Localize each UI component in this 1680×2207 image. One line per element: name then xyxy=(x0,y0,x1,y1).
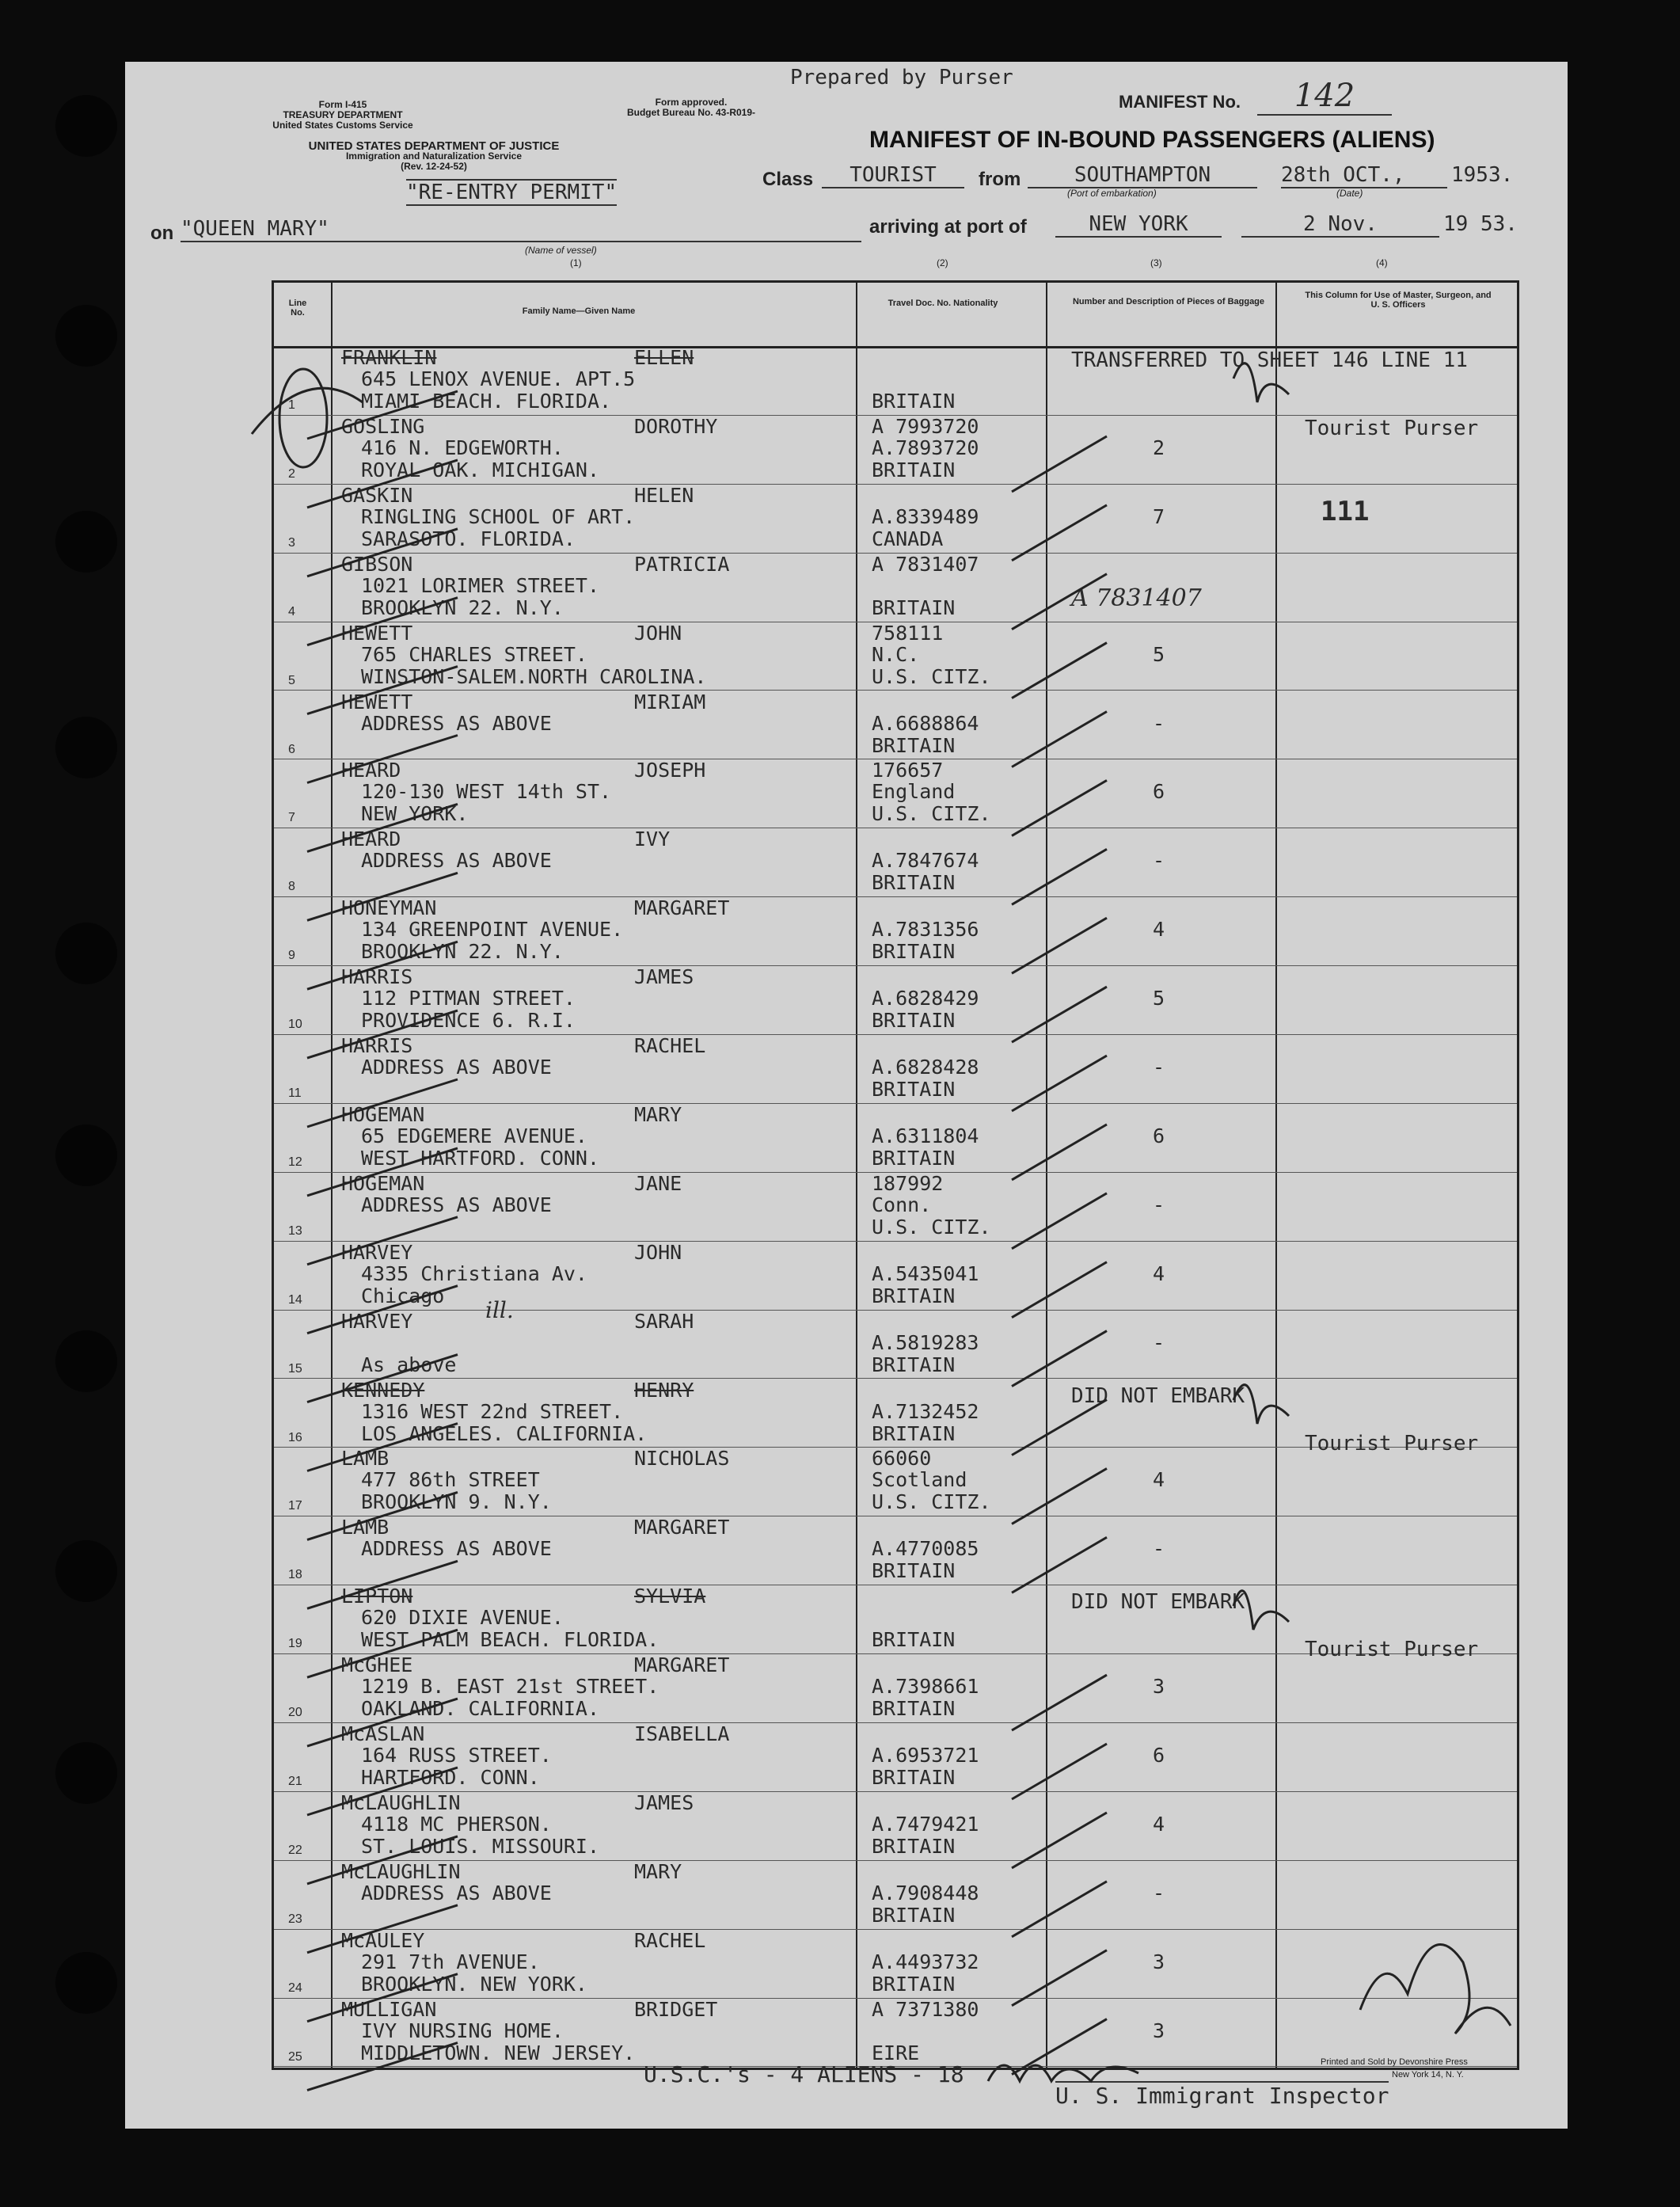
doc-line-3: BRITAIN xyxy=(872,871,956,895)
address-line-2: As above xyxy=(361,1353,457,1376)
line-number: 1 xyxy=(288,398,295,412)
family-name: HEWETT xyxy=(341,621,413,645)
line-number: 17 xyxy=(288,1499,302,1513)
doc-line-2: A.7132452 xyxy=(872,1399,979,1423)
given-name: MARY xyxy=(634,1859,682,1883)
header-row xyxy=(274,283,1517,348)
address-line-1: 1219 B. EAST 21st STREET. xyxy=(361,1675,659,1699)
address-line-2: LOS ANGELES. CALIFORNIA. xyxy=(361,1421,648,1445)
line-number: 2 xyxy=(288,466,295,481)
table-row xyxy=(274,828,1517,897)
note-tourist-purser-2: Tourist Purser xyxy=(1305,1432,1479,1455)
baggage-count: 6 xyxy=(1153,1124,1165,1147)
binder-hole xyxy=(55,1540,117,1602)
line-number: 9 xyxy=(288,949,295,963)
table-row xyxy=(274,1929,1517,1999)
family-name: GASKIN xyxy=(341,483,413,507)
family-name: HARVEY xyxy=(341,1309,413,1333)
line-number: 7 xyxy=(288,811,295,825)
address-line-1: ADDRESS AS ABOVE xyxy=(361,1537,552,1561)
given-name: ISABELLA xyxy=(634,1722,730,1745)
family-name: MULLIGAN xyxy=(341,1997,437,2021)
doc-line-1: A 7371380 xyxy=(872,1997,979,2021)
doc-line-3: BRITAIN xyxy=(872,390,956,413)
given-name: MARGARET xyxy=(634,1653,730,1677)
doc-line-3: BRITAIN xyxy=(872,1766,956,1789)
address-line-1: IVY NURSING HOME. xyxy=(361,2019,564,2042)
address-line-1: 134 GREENPOINT AVENUE. xyxy=(361,918,624,942)
table-row xyxy=(274,1447,1517,1516)
vessel-name: "QUEEN MARY" xyxy=(181,217,861,242)
address-line-2: BROOKLYN 22. N.Y. xyxy=(361,940,564,964)
prepared-by: Prepared by Purser xyxy=(790,66,1013,89)
doc-line-2: A.7908448 xyxy=(872,1881,979,1904)
doc-line-1: A 7831407 xyxy=(872,552,979,576)
family-name: HOGEMAN xyxy=(341,1171,425,1195)
family-name: McASLAN xyxy=(341,1722,425,1745)
table-row xyxy=(274,1241,1517,1311)
doc-line-3: U.S. CITZ. xyxy=(872,1490,991,1514)
address-line-1: 1316 WEST 22nd STREET. xyxy=(361,1399,624,1423)
line-number: 6 xyxy=(288,742,295,756)
baggage-count: 3 xyxy=(1153,1950,1165,1973)
address-line-1: 416 N. EDGEWORTH. xyxy=(361,436,564,459)
doj-name: UNITED STATES DEPARTMENT OF JUSTICE xyxy=(308,139,560,153)
inspector-label: U. S. Immigrant Inspector xyxy=(1055,2083,1389,2109)
line-number: 19 xyxy=(288,1637,302,1651)
from-label: from xyxy=(979,169,1021,190)
given-name: RACHEL xyxy=(634,1928,706,1952)
table-row xyxy=(274,622,1517,691)
given-name: SARAH xyxy=(634,1309,694,1333)
address-line-1: ADDRESS AS ABOVE xyxy=(361,711,552,735)
note-tourist-purser-1: Tourist Purser xyxy=(1305,417,1479,440)
doc-line-3: BRITAIN xyxy=(872,1353,956,1376)
given-name: JANE xyxy=(634,1171,682,1195)
baggage-count: 6 xyxy=(1153,780,1165,804)
address-line-2: SARASOTO. FLORIDA. xyxy=(361,527,576,550)
class-label: Class xyxy=(762,169,814,190)
col-num-4: (4) xyxy=(1376,257,1388,268)
address-line-1: ADDRESS AS ABOVE xyxy=(361,849,552,873)
family-name: HEARD xyxy=(341,828,401,851)
baggage-count: - xyxy=(1153,711,1165,735)
address-line-1: 112 PITMAN STREET. xyxy=(361,987,576,1010)
binder-hole xyxy=(55,1952,117,2014)
binder-hole xyxy=(55,1124,117,1186)
given-name: SYLVIA xyxy=(634,1585,706,1608)
given-name: JOSEPH xyxy=(634,759,706,782)
line-number: 25 xyxy=(288,2049,302,2064)
address-line-2: WINSTON-SALEM.NORTH CAROLINA. xyxy=(361,664,707,688)
address-line-2: WEST PALM BEACH. FLORIDA. xyxy=(361,1628,659,1652)
doc-line-2: A.5435041 xyxy=(872,1261,979,1285)
family-name: LAMB xyxy=(341,1447,390,1471)
line-number: 22 xyxy=(288,1843,302,1857)
doc-line-3: BRITAIN xyxy=(872,1421,956,1445)
given-name: MARY xyxy=(634,1102,682,1126)
binder-hole xyxy=(55,1742,117,1804)
address-line-1: 65 EDGEMERE AVENUE. xyxy=(361,1124,587,1147)
doc-line-2: A.7398661 xyxy=(872,1675,979,1699)
line-number: 16 xyxy=(288,1430,302,1444)
doc-line-2: A.6828428 xyxy=(872,1056,979,1079)
address-line-1: 164 RUSS STREET. xyxy=(361,1744,552,1767)
line-number: 21 xyxy=(288,1775,302,1788)
binder-hole xyxy=(55,923,117,984)
approval-block xyxy=(596,97,786,118)
doc-line-1: 187992 xyxy=(872,1171,944,1195)
binder-hole xyxy=(55,305,117,367)
col-num-1: (1) xyxy=(570,257,582,268)
doc-line-3: BRITAIN xyxy=(872,1628,956,1652)
address-line-2: ST. LOUIS. MISSOURI. xyxy=(361,1834,600,1858)
col-line-no: Line No. xyxy=(288,299,307,318)
doc-line-3: BRITAIN xyxy=(872,1078,956,1101)
printer-line-2: New York 14, N. Y. xyxy=(1392,2070,1464,2080)
address-line-1: ADDRESS AS ABOVE xyxy=(361,1056,552,1079)
family-name: HONEYMAN xyxy=(341,896,437,920)
address-line-1: 765 CHARLES STREET. xyxy=(361,642,587,666)
address-line-1: ADDRESS AS ABOVE xyxy=(361,1193,552,1216)
baggage-count: 5 xyxy=(1153,987,1165,1010)
doc-line-1: 758111 xyxy=(872,621,944,645)
given-name: MARGARET xyxy=(634,1516,730,1539)
address-line-1: 1021 LORIMER STREET. xyxy=(361,573,600,597)
family-name: HOGEMAN xyxy=(341,1102,425,1126)
baggage-count: 6 xyxy=(1153,1744,1165,1767)
given-name: RACHEL xyxy=(634,1034,706,1057)
arrival-date: 2 Nov. xyxy=(1241,212,1439,238)
line-number: 3 xyxy=(288,535,295,550)
table-row xyxy=(274,1172,1517,1242)
given-name: JOHN xyxy=(634,1240,682,1264)
table-row xyxy=(274,1310,1517,1379)
family-name: FRANKLIN xyxy=(341,346,437,369)
reentry-permit: "RE-ENTRY PERMIT" xyxy=(406,181,618,204)
family-name: LIPTON xyxy=(341,1585,413,1608)
family-name: McGHEE xyxy=(341,1653,413,1677)
address-line-2: Chicago xyxy=(361,1284,445,1307)
doc-line-2: A.6953721 xyxy=(872,1744,979,1767)
doc-line-2: A.4770085 xyxy=(872,1537,979,1561)
doc-line-2: Scotland xyxy=(872,1468,967,1492)
doc-line-2: A.5819283 xyxy=(872,1330,979,1354)
date-caption: (Date) xyxy=(1336,188,1363,199)
doc-line-2: A.6311804 xyxy=(872,1124,979,1147)
col-travel-doc: Travel Doc. No. Nationality xyxy=(888,299,998,308)
address-line-2: HARTFORD. CONN. xyxy=(361,1766,540,1789)
address-line-1: RINGLING SCHOOL OF ART. xyxy=(361,504,636,528)
baggage-count: 4 xyxy=(1153,1812,1165,1836)
baggage-count: 3 xyxy=(1153,2019,1165,2042)
table-row xyxy=(274,691,1517,760)
doc-line-1: 66060 xyxy=(872,1447,932,1471)
form-number: Form I-415 xyxy=(318,99,367,110)
col-num-2: (2) xyxy=(937,257,948,268)
doj-block xyxy=(260,141,608,172)
address-line-1: 620 DIXIE AVENUE. xyxy=(361,1606,564,1630)
address-line-2: WEST HARTFORD. CONN. xyxy=(361,1146,600,1170)
address-line-1: 291 7th AVENUE. xyxy=(361,1950,540,1973)
doc-line-3: U.S. CITZ. xyxy=(872,1215,991,1239)
family-name: HARRIS xyxy=(341,1034,413,1057)
doc-line-2: A.4493732 xyxy=(872,1950,979,1973)
given-name: MIRIAM xyxy=(634,690,706,713)
printer-line-1: Printed and Sold by Devonshire Press xyxy=(1321,2057,1468,2067)
form-block xyxy=(272,100,414,131)
baggage-count: - xyxy=(1153,1330,1165,1354)
doc-line-3: BRITAIN xyxy=(872,940,956,964)
baggage-count: - xyxy=(1153,1193,1165,1216)
doc-line-2: A.8339489 xyxy=(872,504,979,528)
address-line-1: 4335 Christiana Av. xyxy=(361,1261,587,1285)
given-name: ELLEN xyxy=(634,346,694,369)
line-number: 23 xyxy=(288,1912,302,1926)
note-harvey-ill: ill. xyxy=(485,1297,514,1323)
family-name: McLAUGHLIN xyxy=(341,1790,461,1814)
given-name: DOROTHY xyxy=(634,414,718,438)
given-name: JAMES xyxy=(634,965,694,989)
arriving-label: arriving at port of xyxy=(869,216,1027,238)
doc-line-3: BRITAIN xyxy=(872,1146,956,1170)
doc-line-2: Conn. xyxy=(872,1193,932,1216)
given-name: JAMES xyxy=(634,1790,694,1814)
col-officers: This Column for Use of Master, Surgeon, and U. S. Officers xyxy=(1305,291,1492,310)
doc-line-2: A.7847674 xyxy=(872,849,979,873)
budget-bureau: Budget Bureau No. 43-R019- xyxy=(626,107,756,118)
table-row xyxy=(274,1516,1517,1585)
baggage-count: 2 xyxy=(1153,436,1165,459)
table-row xyxy=(274,896,1517,966)
note-tourist-purser-3: Tourist Purser xyxy=(1305,1638,1479,1661)
line-number: 11 xyxy=(288,1086,302,1100)
family-name: LAMB xyxy=(341,1516,390,1539)
line-number: 15 xyxy=(288,1361,302,1376)
family-name: McLAUGHLIN xyxy=(341,1859,461,1883)
doc-line-2: A.6688864 xyxy=(872,711,979,735)
doc-line-3: BRITAIN xyxy=(872,1972,956,1996)
address-line-1: 4118 MC PHERSON. xyxy=(361,1812,552,1836)
doc-line-3: BRITAIN xyxy=(872,1009,956,1033)
address-line-2: BROOKLYN 22. N.Y. xyxy=(361,596,564,619)
col-num-3: (3) xyxy=(1150,257,1162,268)
table-row xyxy=(274,1103,1517,1173)
doc-line-1: 176657 xyxy=(872,759,944,782)
doc-line-2: England xyxy=(872,780,956,804)
manifest-table xyxy=(272,280,1519,2070)
baggage-count: 4 xyxy=(1153,1261,1165,1285)
family-name: HARRIS xyxy=(341,965,413,989)
doc-line-3: BRITAIN xyxy=(872,1834,956,1858)
line-number: 14 xyxy=(288,1292,302,1307)
line-number: 24 xyxy=(288,1981,302,1995)
embark-year: 1953. xyxy=(1451,163,1514,187)
table-row xyxy=(274,1034,1517,1104)
table-row xyxy=(274,1653,1517,1723)
line-number: 18 xyxy=(288,1568,302,1582)
note-officer-code: 111 xyxy=(1321,496,1370,527)
binder-hole xyxy=(55,95,117,157)
note-did-not-embark-2: DID NOT EMBARK xyxy=(1071,1590,1245,1614)
address-line-2: ROYAL OAK. MICHIGAN. xyxy=(361,458,600,481)
doc-line-3: BRITAIN xyxy=(872,1903,956,1927)
doc-line-2: A.7479421 xyxy=(872,1812,979,1836)
embark-port: SOUTHAMPTON xyxy=(1028,163,1257,188)
embark-date: 28th OCT., xyxy=(1281,163,1447,188)
ins-name: Immigration and Naturalization Service xyxy=(345,150,523,162)
family-name: KENNEDY xyxy=(341,1378,425,1402)
manifest-page xyxy=(125,62,1568,2129)
note-transferred: TRANSFERRED TO SHEET 146 LINE 11 xyxy=(1071,348,1468,372)
address-line-2: NEW YORK. xyxy=(361,802,469,826)
line-number: 20 xyxy=(288,1706,302,1720)
given-name: JOHN xyxy=(634,621,682,645)
doc-line-3: BRITAIN xyxy=(872,733,956,757)
given-name: BRIDGET xyxy=(634,1997,718,2021)
line-number: 4 xyxy=(288,604,295,618)
baggage-count: 5 xyxy=(1153,642,1165,666)
doc-line-3: EIRE xyxy=(872,2041,920,2064)
arrival-port: NEW YORK xyxy=(1055,212,1222,238)
baggage-count: - xyxy=(1153,1537,1165,1561)
doc-line-3: BRITAIN xyxy=(872,1284,956,1307)
table-row xyxy=(274,1722,1517,1792)
family-name: HARVEY xyxy=(341,1240,413,1264)
binder-hole xyxy=(55,511,117,573)
note-gibson-doc: A 7831407 xyxy=(1071,584,1202,612)
revision: (Rev. 12-24-52) xyxy=(401,161,467,172)
given-name: NICHOLAS xyxy=(634,1447,730,1471)
family-name: GIBSON xyxy=(341,552,413,576)
given-name: MARGARET xyxy=(634,896,730,920)
given-name: PATRICIA xyxy=(634,552,730,576)
baggage-count: 3 xyxy=(1153,1675,1165,1699)
line-number: 13 xyxy=(288,1223,302,1238)
baggage-count: - xyxy=(1153,1881,1165,1904)
doc-line-2: A.7831356 xyxy=(872,918,979,942)
baggage-count: 4 xyxy=(1153,918,1165,942)
address-line-2: OAKLAND. CALIFORNIA. xyxy=(361,1697,600,1721)
manifest-label: MANIFEST No. xyxy=(1119,92,1241,112)
baggage-count: 7 xyxy=(1153,504,1165,528)
given-name: IVY xyxy=(634,828,671,851)
family-name: GOSLING xyxy=(341,414,425,438)
col-baggage: Number and Description of Pieces of Baggage xyxy=(1072,297,1265,306)
embark-port-caption: (Port of embarkation) xyxy=(1067,188,1157,199)
table-row xyxy=(274,1860,1517,1930)
table-row xyxy=(274,1791,1517,1861)
baggage-count: 4 xyxy=(1153,1468,1165,1492)
line-number: 12 xyxy=(288,1155,302,1169)
table-row xyxy=(274,553,1517,622)
given-name: HENRY xyxy=(634,1378,694,1402)
address-line-1: ADDRESS AS ABOVE xyxy=(361,1881,552,1904)
on-label: on xyxy=(150,223,174,244)
baggage-count: - xyxy=(1153,849,1165,873)
doc-line-3: U.S. CITZ. xyxy=(872,802,991,826)
vessel-caption: (Name of vessel) xyxy=(525,245,597,256)
address-line-1: 645 LENOX AVENUE. APT.5 xyxy=(361,367,636,390)
line-number: 10 xyxy=(288,1018,302,1032)
footer-summary: U.S.C.'s - 4 ALIENS - 18 xyxy=(644,2061,964,2087)
family-name: McAULEY xyxy=(341,1928,425,1952)
address-line-1: 477 86th STREET xyxy=(361,1468,540,1492)
doc-line-2: A.6828429 xyxy=(872,987,979,1010)
address-line-2: MIDDLETOWN. NEW JERSEY. xyxy=(361,2041,636,2064)
family-name: HEWETT xyxy=(341,690,413,713)
doc-line-1: A 7993720 xyxy=(872,414,979,438)
doc-line-3: BRITAIN xyxy=(872,1559,956,1583)
doc-line-3: CANADA xyxy=(872,527,944,550)
manifest-title: MANIFEST OF IN-BOUND PASSENGERS (ALIENS) xyxy=(869,127,1435,153)
binder-hole xyxy=(55,717,117,778)
address-line-2: BROOKLYN 9. N.Y. xyxy=(361,1490,552,1514)
class-value: TOURIST xyxy=(822,163,964,188)
doc-line-2: N.C. xyxy=(872,642,920,666)
treasury-dept: TREASURY DEPARTMENT xyxy=(283,109,403,120)
form-approved: Form approved. xyxy=(655,97,728,108)
address-line-2: MIAMI BEACH. FLORIDA. xyxy=(361,390,612,413)
doc-line-2: A.7893720 xyxy=(872,436,979,459)
note-did-not-embark-1: DID NOT EMBARK xyxy=(1071,1384,1245,1408)
family-name: HEARD xyxy=(341,759,401,782)
binder-hole xyxy=(55,1330,117,1392)
doc-line-3: BRITAIN xyxy=(872,596,956,619)
doc-line-3: U.S. CITZ. xyxy=(872,664,991,688)
manifest-number: 142 xyxy=(1257,78,1392,116)
address-line-2: BROOKLYN. NEW YORK. xyxy=(361,1972,587,1996)
line-number: 8 xyxy=(288,880,295,894)
col-name: Family Name—Given Name xyxy=(522,306,636,316)
customs-service: United States Customs Service xyxy=(272,120,413,131)
table-row xyxy=(274,759,1517,828)
baggage-count: - xyxy=(1153,1056,1165,1079)
table-row xyxy=(274,965,1517,1035)
arrival-year: 19 53. xyxy=(1443,212,1518,236)
address-line-2: PROVIDENCE 6. R.I. xyxy=(361,1009,576,1033)
address-line-1: 120-130 WEST 14th ST. xyxy=(361,780,612,804)
doc-line-3: BRITAIN xyxy=(872,458,956,481)
doc-line-3: BRITAIN xyxy=(872,1697,956,1721)
line-number: 5 xyxy=(288,673,295,687)
given-name: HELEN xyxy=(634,483,694,507)
